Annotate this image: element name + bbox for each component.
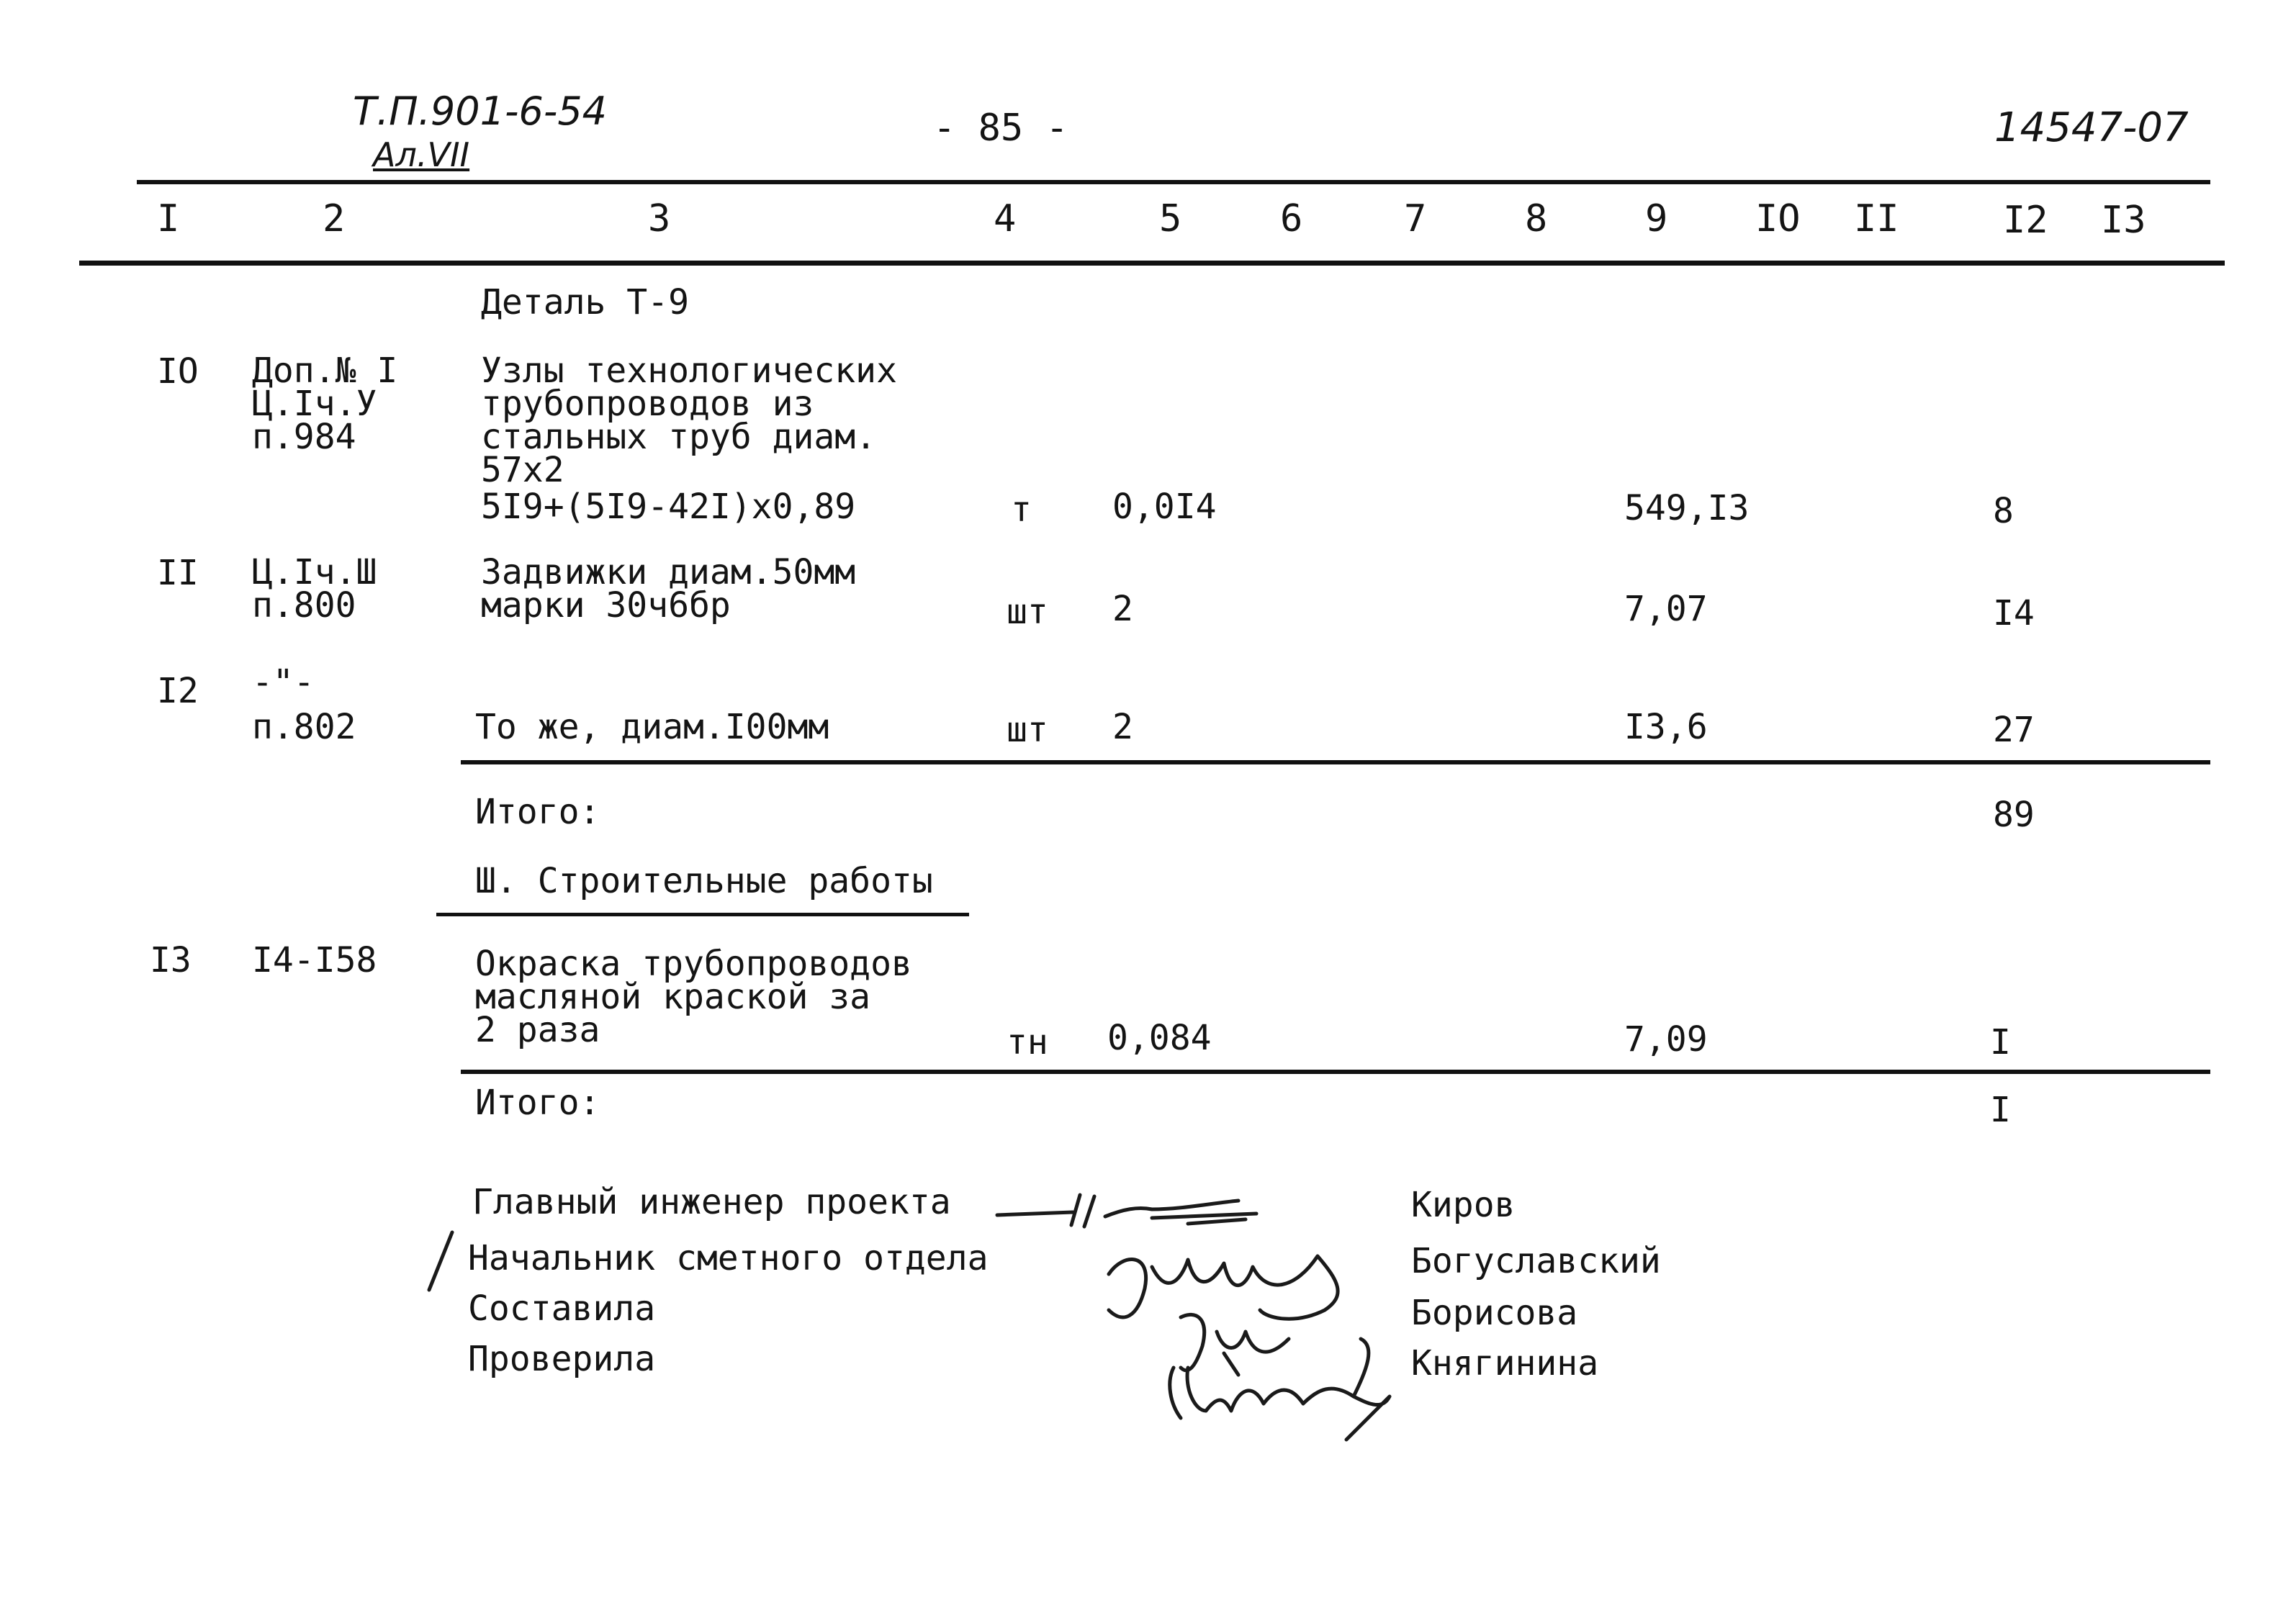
subtotal-label: Итого:	[475, 792, 600, 832]
signature-kirov	[997, 1195, 1256, 1227]
row-reference-ditto: -"-	[252, 662, 315, 703]
row-number: I3	[150, 940, 192, 980]
row-formula: 5I9+(5I9-42I)х0,89	[481, 487, 856, 527]
archive-number: 14547-07	[1994, 104, 2189, 151]
signature-name: Княгинина	[1411, 1343, 1599, 1383]
row-reference: Доп.№ I Ц.Iч.У п.984	[252, 351, 398, 457]
row-number: II	[157, 553, 199, 593]
column-number: IO	[1755, 197, 1801, 240]
row-total: I	[1990, 1022, 2011, 1062]
signature-role: Составила	[468, 1288, 656, 1329]
column-number: 6	[1280, 197, 1303, 240]
row-unit-price: 549,I3	[1624, 488, 1750, 528]
row-total: 27	[1993, 710, 2035, 750]
row-description: Задвижки диам.50мм марки 30ч6бр	[481, 552, 856, 626]
album-number: Ал.VII	[373, 135, 470, 174]
section-construction-title: Ш. Строительные работы	[475, 861, 933, 901]
signature-role: Главный инженер проекта	[472, 1182, 951, 1222]
row-unit-price: 7,07	[1624, 589, 1708, 629]
signature-role: Проверила	[468, 1339, 656, 1379]
row-unit-price: 7,09	[1624, 1019, 1708, 1060]
column-number: I	[157, 197, 180, 240]
row-reference: Ц.Iч.Ш п.800	[252, 552, 377, 626]
row-reference: I4-I58	[252, 940, 377, 980]
column-number: I2	[2003, 199, 2048, 242]
column-number: 9	[1645, 197, 1668, 240]
row-unit: шт	[1007, 710, 1048, 750]
subtotal-label: Итого:	[475, 1083, 600, 1123]
row-unit: т	[1011, 489, 1032, 530]
column-number: II	[1854, 197, 1899, 240]
signature-boguslavsky	[1109, 1256, 1338, 1319]
column-number: 3	[648, 197, 671, 240]
signature-knyaginina	[1170, 1339, 1390, 1440]
column-number: 5	[1159, 197, 1182, 240]
row-quantity: 2	[1112, 707, 1133, 747]
column-number: 4	[994, 197, 1017, 240]
row-unit-price: I3,6	[1624, 707, 1708, 747]
subtotal-value: I	[1990, 1090, 2011, 1130]
column-number: 7	[1404, 197, 1427, 240]
row-quantity: 0,084	[1107, 1018, 1212, 1058]
column-number: 8	[1525, 197, 1548, 240]
subtotal-value: 89	[1993, 795, 2035, 835]
row-description: Окраска трубопроводов масляной краской за 2 раза	[475, 944, 912, 1050]
row-description: Узлы технологических трубопроводов из стальных труб диам. 57х2	[481, 351, 897, 490]
row-description: То же, диам.I00мм	[475, 707, 829, 747]
doc-code: Т.П.901-6-54	[353, 89, 608, 134]
row-unit: шт	[1007, 592, 1048, 632]
signature-name: Борисова	[1411, 1293, 1578, 1333]
row-total: 8	[1993, 491, 2014, 531]
column-number: 2	[323, 197, 346, 240]
row-unit: тн	[1007, 1022, 1048, 1062]
signature-name: Богуславский	[1411, 1241, 1661, 1281]
signature-role: Начальник сметного отдела	[468, 1238, 989, 1278]
row-total: I4	[1993, 593, 2035, 633]
row-quantity: 0,0I4	[1112, 487, 1217, 527]
signature-borisova	[1181, 1314, 1289, 1375]
column-number: I3	[2101, 199, 2146, 242]
check-mark	[429, 1232, 452, 1290]
signature-name: Киров	[1411, 1185, 1516, 1225]
row-number: I2	[157, 671, 199, 711]
section-detail-title: Деталь Т-9	[481, 282, 689, 322]
row-quantity: 2	[1112, 589, 1133, 629]
row-reference: п.802	[252, 707, 356, 747]
page-number: - 85 -	[933, 107, 1068, 150]
row-number: IO	[157, 351, 199, 392]
